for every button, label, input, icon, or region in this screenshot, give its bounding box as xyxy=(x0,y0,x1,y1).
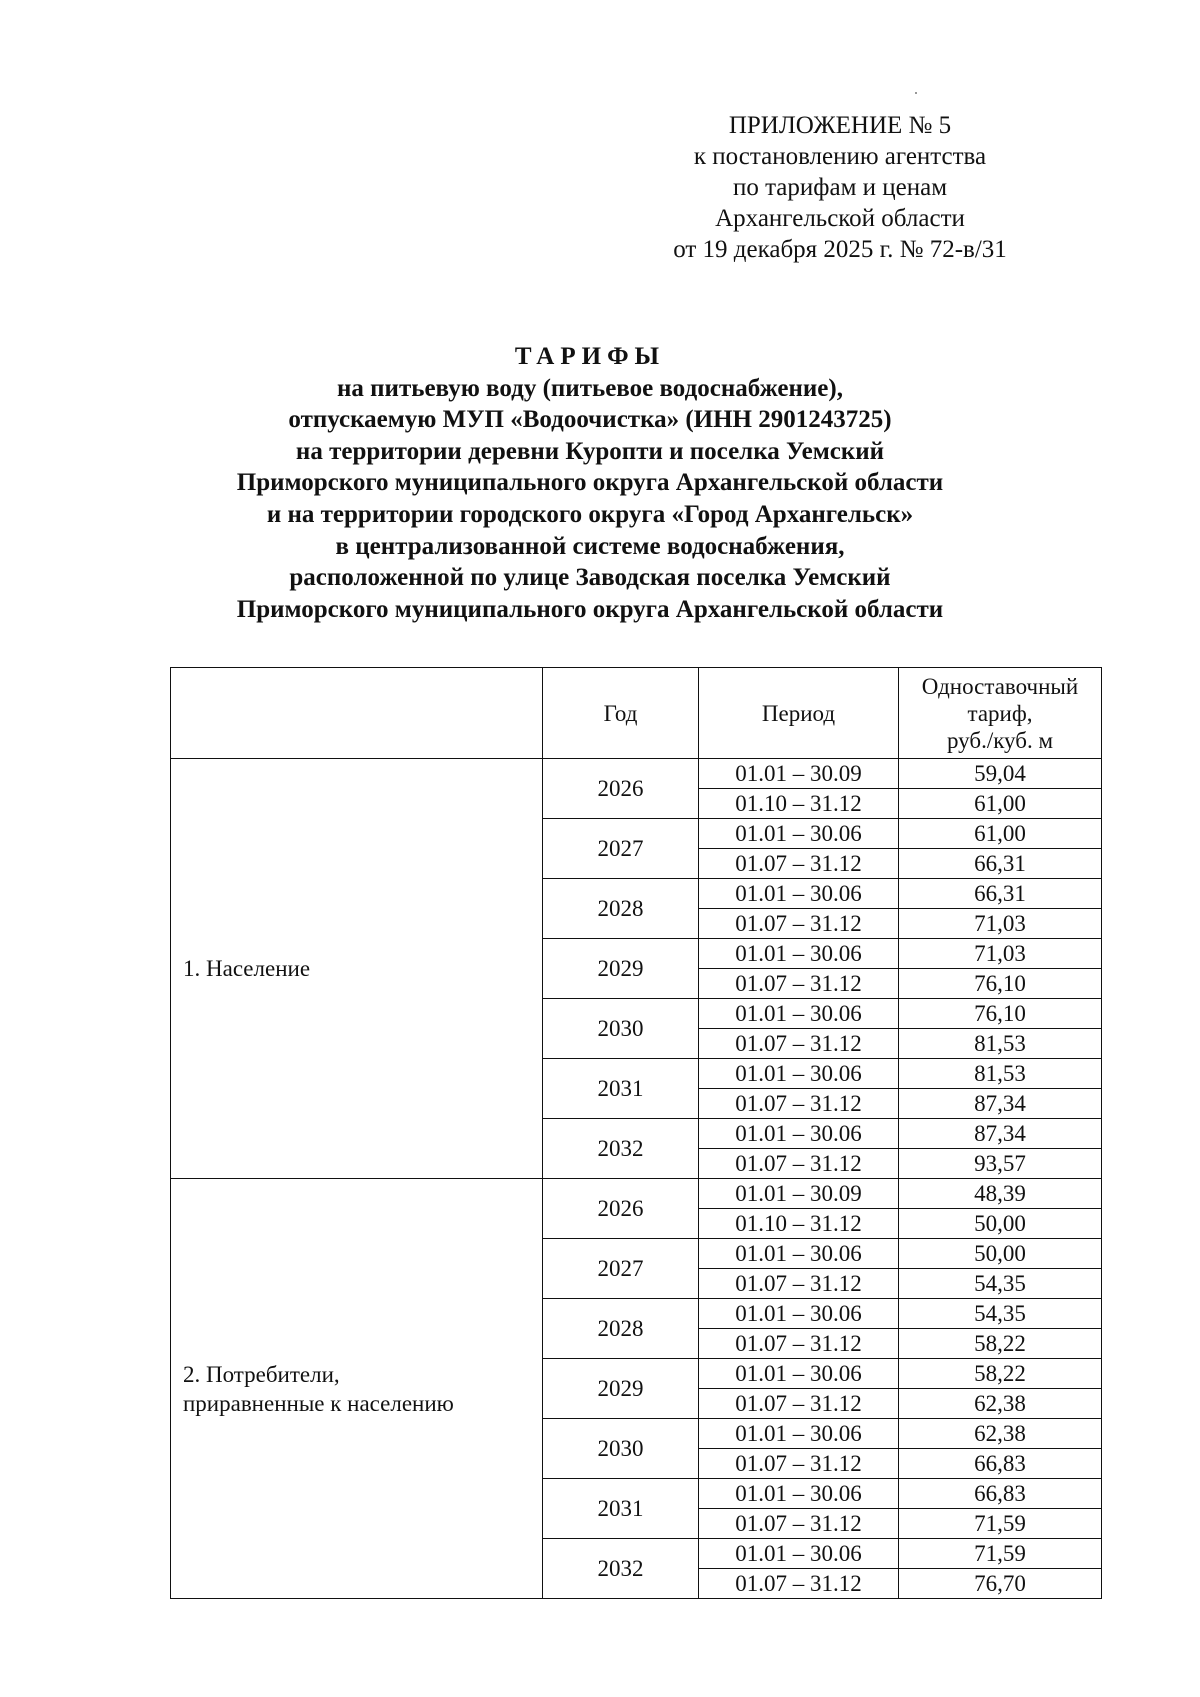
consumer-group-label: приравненные к населению xyxy=(183,1390,454,1416)
title-line: в централизованной системе водоснабжения, xyxy=(335,532,845,560)
header-tariff-line: руб./куб. м xyxy=(946,727,1054,753)
year-cell: 2032 xyxy=(543,1119,699,1179)
tariff-cell: 76,70 xyxy=(899,1569,1102,1599)
tariff-table xyxy=(170,667,1102,1599)
title-line: и на территории городского округа «Город Архангельск» xyxy=(266,500,914,528)
tariff-cell: 50,00 xyxy=(899,1239,1102,1269)
period-cell: 01.10 – 31.12 xyxy=(699,789,899,819)
year-cell: 2028 xyxy=(543,1299,699,1359)
header-consumer-group xyxy=(171,668,543,759)
table-row xyxy=(171,1179,1102,1209)
tariff-cell: 71,59 xyxy=(899,1539,1102,1569)
period-cell: 01.07 – 31.12 xyxy=(699,1389,899,1419)
tariff-cell: 48,39 xyxy=(899,1179,1102,1209)
tariff-cell: 71,03 xyxy=(899,909,1102,939)
title-line: на территории деревни Куропти и поселка Уемский xyxy=(295,437,885,465)
consumer-group-cell xyxy=(171,759,543,1179)
title-main: ТАРИФЫ xyxy=(514,343,666,370)
period-cell: 01.07 – 31.12 xyxy=(699,1509,899,1539)
table-body xyxy=(171,759,1102,1599)
period-cell: 01.07 – 31.12 xyxy=(699,1029,899,1059)
tariff-cell: 66,83 xyxy=(899,1449,1102,1479)
tariff-cell: 62,38 xyxy=(899,1419,1102,1449)
year-cell: 2029 xyxy=(543,939,699,999)
tariff-cell: 54,35 xyxy=(899,1299,1102,1329)
period-cell: 01.07 – 31.12 xyxy=(699,909,899,939)
period-cell: 01.01 – 30.06 xyxy=(699,1539,899,1569)
period-cell: 01.01 – 30.06 xyxy=(699,1479,899,1509)
appendix-line: к постановлению агентства xyxy=(693,143,987,170)
appendix-line: Архангельской области xyxy=(715,205,965,232)
tariff-cell: 71,59 xyxy=(899,1509,1102,1539)
period-cell: 01.01 – 30.06 xyxy=(699,1059,899,1089)
period-cell: 01.07 – 31.12 xyxy=(699,1449,899,1479)
period-cell: 01.01 – 30.06 xyxy=(699,1239,899,1269)
title-line: на питьевую воду (питьевое водоснабжение), xyxy=(337,374,843,402)
year-cell: 2031 xyxy=(543,1059,699,1119)
tariff-cell: 54,35 xyxy=(899,1269,1102,1299)
table-header-row xyxy=(171,668,1102,759)
year-cell: 2027 xyxy=(543,819,699,879)
table-row xyxy=(171,759,1102,789)
scan-dot xyxy=(915,92,917,94)
appendix-block xyxy=(640,110,1040,265)
header-period: Период xyxy=(699,668,899,759)
tariff-cell: 66,31 xyxy=(899,879,1102,909)
period-cell: 01.01 – 30.09 xyxy=(699,1179,899,1209)
period-cell: 01.07 – 31.12 xyxy=(699,1269,899,1299)
tariff-cell: 76,10 xyxy=(899,999,1102,1029)
year-cell: 2029 xyxy=(543,1359,699,1419)
year-cell: 2028 xyxy=(543,879,699,939)
period-cell: 01.07 – 31.12 xyxy=(699,1089,899,1119)
year-cell: 2031 xyxy=(543,1479,699,1539)
period-cell: 01.01 – 30.06 xyxy=(699,939,899,969)
tariff-cell: 58,22 xyxy=(899,1329,1102,1359)
period-cell: 01.01 – 30.06 xyxy=(699,1359,899,1389)
document-title xyxy=(120,341,1060,625)
year-cell: 2026 xyxy=(543,1179,699,1239)
tariff-cell: 61,00 xyxy=(899,789,1102,819)
tariff-cell: 71,03 xyxy=(899,939,1102,969)
period-cell: 01.01 – 30.06 xyxy=(699,1419,899,1449)
period-cell: 01.01 – 30.06 xyxy=(699,1299,899,1329)
header-tariff-line: тариф, xyxy=(967,700,1033,726)
period-cell: 01.01 – 30.09 xyxy=(699,759,899,789)
tariff-cell: 93,57 xyxy=(899,1149,1102,1179)
year-cell: 2032 xyxy=(543,1539,699,1599)
period-cell: 01.01 – 30.06 xyxy=(699,879,899,909)
tariff-cell: 50,00 xyxy=(899,1209,1102,1239)
tariff-cell: 81,53 xyxy=(899,1059,1102,1089)
period-cell: 01.07 – 31.12 xyxy=(699,1149,899,1179)
title-line: расположенной по улице Заводская поселка Уемский xyxy=(289,564,891,592)
tariff-cell: 61,00 xyxy=(899,819,1102,849)
consumer-group-label: 2. Потребители, xyxy=(183,1361,340,1387)
year-cell: 2030 xyxy=(543,1419,699,1479)
consumer-group-label: 1. Население xyxy=(183,956,311,981)
tariff-cell: 62,38 xyxy=(899,1389,1102,1419)
tariff-cell: 76,10 xyxy=(899,969,1102,999)
tariff-cell: 66,83 xyxy=(899,1479,1102,1509)
tariff-cell: 87,34 xyxy=(899,1119,1102,1149)
consumer-group-cell xyxy=(171,1179,543,1599)
tariff-cell: 59,04 xyxy=(899,759,1102,789)
appendix-number: ПРИЛОЖЕНИЕ № 5 xyxy=(728,112,952,139)
period-cell: 01.07 – 31.12 xyxy=(699,969,899,999)
period-cell: 01.07 – 31.12 xyxy=(699,1569,899,1599)
tariff-cell: 58,22 xyxy=(899,1359,1102,1389)
year-cell: 2026 xyxy=(543,759,699,819)
tariff-cell: 66,31 xyxy=(899,849,1102,879)
period-cell: 01.01 – 30.06 xyxy=(699,819,899,849)
title-line: Приморского муниципального округа Архангельской области xyxy=(236,469,944,497)
title-line: отпускаемую МУП «Водоочистка» (ИНН 2901243725) xyxy=(288,406,892,434)
tariff-cell: 87,34 xyxy=(899,1089,1102,1119)
period-cell: 01.07 – 31.12 xyxy=(699,849,899,879)
appendix-date-number: от 19 декабря 2025 г. № 72-в/31 xyxy=(673,236,1007,263)
title-line: Приморского муниципального округа Архангельской области xyxy=(236,595,944,623)
year-cell: 2027 xyxy=(543,1239,699,1299)
header-tariff-line: Одноставочный xyxy=(921,673,1079,699)
tariff-cell: 81,53 xyxy=(899,1029,1102,1059)
header-tariff xyxy=(899,668,1102,759)
period-cell: 01.07 – 31.12 xyxy=(699,1329,899,1359)
period-cell: 01.01 – 30.06 xyxy=(699,999,899,1029)
year-cell: 2030 xyxy=(543,999,699,1059)
appendix-line: по тарифам и ценам xyxy=(732,174,948,201)
period-cell: 01.01 – 30.06 xyxy=(699,1119,899,1149)
period-cell: 01.10 – 31.12 xyxy=(699,1209,899,1239)
header-year: Год xyxy=(543,668,699,759)
